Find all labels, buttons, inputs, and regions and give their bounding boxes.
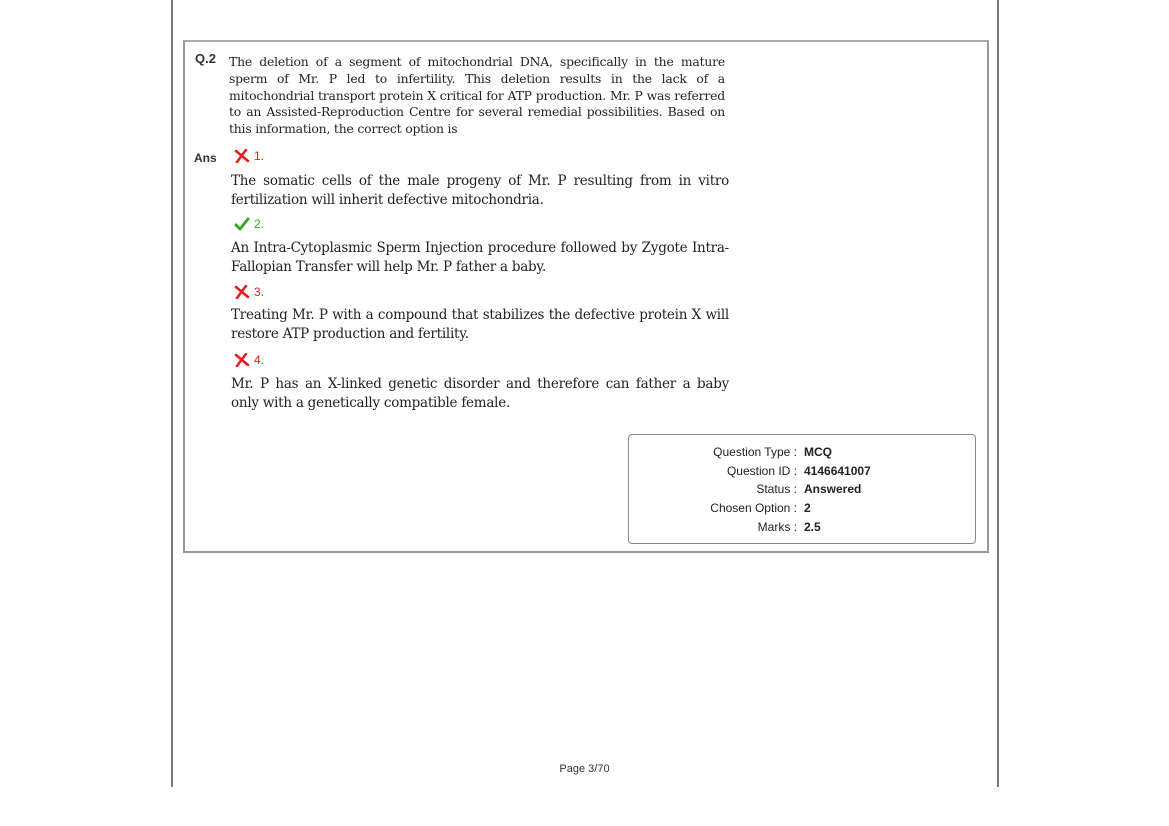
marks-label: Marks : xyxy=(757,520,797,534)
cross-icon xyxy=(234,353,250,367)
page-left-border xyxy=(171,0,173,787)
question-text: The deletion of a segment of mitochondrial DNA, specifically in the mature sperm of Mr. P led to infertility. This deletion results in the lack of a mitochondrial transport protein X critical for ATP production. Mr. P was referred to an Assisted-Reproduction Centre for several remedial possibilities. Based on this information, the correct option is xyxy=(229,54,725,137)
page-number: Page 3/70 xyxy=(559,763,610,775)
question-type-label: Question Type : xyxy=(713,445,797,459)
option-1-number: 1. xyxy=(254,149,265,163)
answer-label: Ans xyxy=(194,151,217,165)
option-4-header xyxy=(234,353,264,367)
question-details-box xyxy=(628,434,976,544)
question-id-row xyxy=(629,464,975,482)
chosen-option-row xyxy=(629,501,975,519)
status-value: Answered xyxy=(804,482,862,496)
question-id-label: Question ID : xyxy=(726,464,797,478)
question-type-value: MCQ xyxy=(804,445,832,459)
option-3-number: 3. xyxy=(254,285,265,299)
option-3-header xyxy=(234,285,264,299)
marks-value: 2.5 xyxy=(804,520,821,534)
option-3-text: Treating Mr. P with a compound that stabilizes the defective protein X will restore ATP production and fertility. xyxy=(231,307,729,342)
option-4-text: Mr. P has an X-linked genetic disorder and therefore can father a baby only with a genetically compatible female. xyxy=(231,376,729,411)
check-icon xyxy=(234,217,250,231)
question-panel xyxy=(183,40,989,553)
cross-icon xyxy=(234,285,250,299)
option-1-header xyxy=(234,149,264,163)
status-row xyxy=(629,482,975,500)
chosen-option-label: Chosen Option : xyxy=(710,501,797,515)
marks-row xyxy=(629,520,975,538)
option-2-number: 2. xyxy=(254,217,265,231)
status-label: Status : xyxy=(756,482,797,496)
option-1-text: The somatic cells of the male progeny of Mr. P resulting from in vitro fertilization will inherit defective mitochondria. xyxy=(231,173,729,208)
question-id-value: 4146641007 xyxy=(804,464,871,478)
cross-icon xyxy=(234,149,250,163)
option-2-header xyxy=(234,217,264,231)
question-number: Q.2 xyxy=(195,51,216,66)
option-2-text: An Intra-Cytoplasmic Sperm Injection procedure followed by Zygote Intra-Fallopian Transfer will help Mr. P father a baby. xyxy=(231,240,729,275)
page-right-border xyxy=(997,0,999,787)
option-4-number: 4. xyxy=(254,353,265,367)
chosen-option-value: 2 xyxy=(804,501,811,515)
question-type-row xyxy=(629,445,975,463)
